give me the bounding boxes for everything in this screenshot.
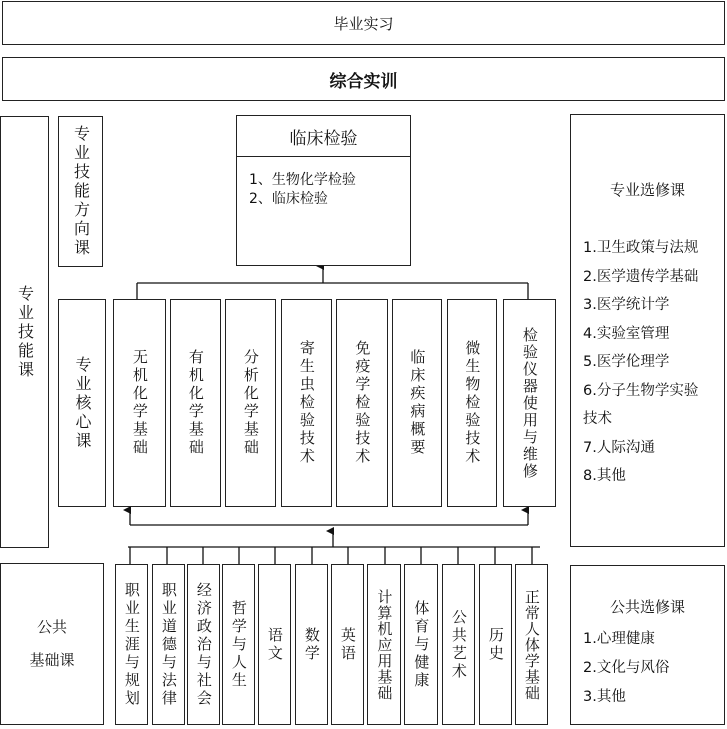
public-course-name: 语文 [265,626,284,663]
public-course-box [295,564,328,725]
core-course-name: 分析化学基础 [241,349,260,457]
public-basic-label-2: 基础课 [29,651,75,669]
public-course-name: 经济政治与社会 [194,581,213,708]
elective-public-list [583,625,724,712]
elective-major-list [583,234,724,491]
core-course-name: 有机化学基础 [186,349,205,457]
public-course-name: 职业道德与法律 [159,581,178,708]
public-course-box [367,564,401,725]
core-course-name: 寄生虫检验技术 [297,340,316,466]
public-course-box [152,564,185,725]
public-course-name: 数学 [302,626,321,663]
core-course-label: 专业核心课 [73,355,92,451]
skill-course-label: 专业技能课 [15,284,35,380]
public-course-name: 公共艺术 [449,608,468,681]
elective-item: 6.分子生物学实验 [583,382,699,399]
core-course-name: 检验仪器使用与维修 [520,326,539,480]
clinical-list [237,157,410,209]
public-course-box [515,564,548,725]
core-course-box [336,299,388,507]
core-course-box [447,299,497,507]
public-course-name: 体育与健康 [412,599,431,690]
core-course-box [392,299,442,507]
elective-public-title: 公共选修课 [609,598,685,616]
public-course-box [442,564,475,725]
elective-item: 3.其他 [583,689,626,705]
elective-item: 8.其他 [583,468,626,484]
core-course-name: 微生物检验技术 [463,340,482,466]
public-course-name: 计算机应用基础 [375,588,394,701]
public-course-box [222,564,255,725]
internship-box [2,1,725,45]
elective-item: 1.卫生政策与法规 [583,240,699,256]
public-course-box [331,564,364,725]
public-course-box [187,564,220,725]
core-course-box [281,299,332,507]
core-course-box [58,299,106,507]
core-course-box [113,299,166,507]
skill-course-box [0,116,49,548]
clinical-title: 临床检验 [237,116,410,157]
elective-major-title: 专业选修课 [609,181,685,199]
elective-item: 1.心理健康 [583,631,655,647]
core-course-name: 临床疾病概要 [408,349,427,457]
skill-direction-label: 专业技能方向课 [71,125,91,258]
elective-major-box [570,114,725,547]
elective-item: 2.文化与风俗 [583,660,670,676]
elective-item: 技术 [583,411,612,427]
public-course-box [404,564,438,725]
clinical-item: 1、生物化学检验 [249,172,356,188]
training-box [2,57,725,101]
clinical-box [236,115,411,266]
elective-item: 5.医学伦理学 [583,354,670,370]
elective-public-box [570,565,725,725]
elective-item: 7.人际沟通 [583,439,655,456]
skill-direction-box [58,116,103,267]
core-course-box [225,299,276,507]
clinical-item: 2、临床检验 [249,190,328,207]
public-basic-box [0,563,104,725]
public-basic-label-1: 公共 [36,618,67,636]
public-course-box [479,564,512,725]
core-course-box [170,299,221,507]
public-course-name: 正常人体学基础 [522,588,541,701]
internship-label: 毕业实习 [333,14,394,33]
public-course-name: 历史 [486,626,505,663]
elective-item: 2.医学遗传学基础 [583,268,699,285]
public-course-name: 职业生涯与规划 [122,581,141,708]
public-course-name: 英语 [338,626,357,663]
elective-item: 4.实验室管理 [583,325,670,342]
core-course-box [503,299,556,507]
elective-item: 3.医学统计学 [583,297,670,313]
training-label: 综合实训 [329,71,398,92]
core-course-name: 免疫学检验技术 [353,340,372,466]
public-course-name: 哲学与人生 [229,599,248,690]
core-course-name: 无机化学基础 [130,349,149,457]
public-course-box [115,564,148,725]
public-course-box [258,564,291,725]
